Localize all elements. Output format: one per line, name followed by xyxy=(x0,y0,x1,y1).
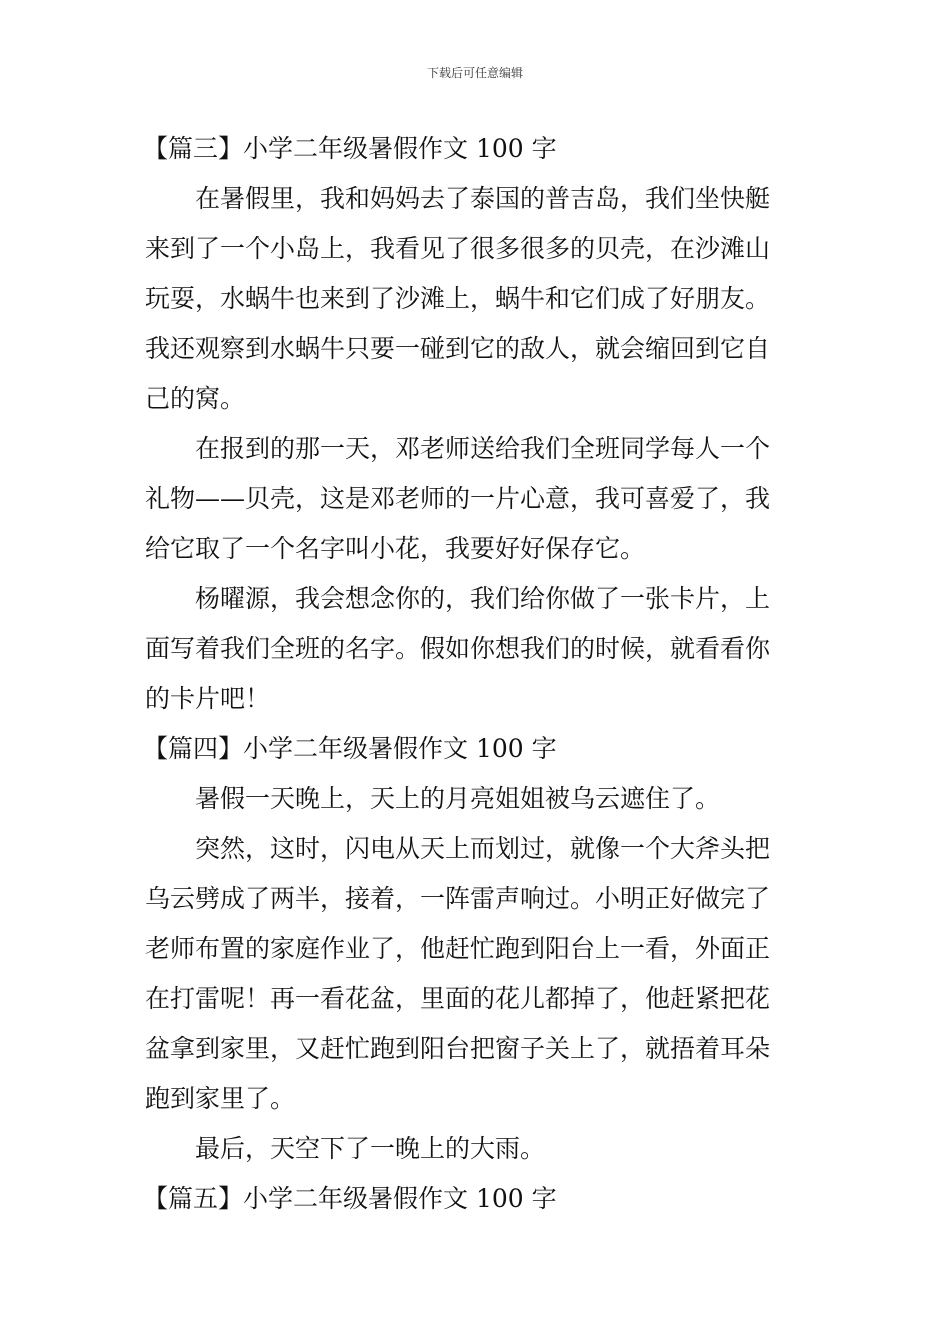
section-heading: 【篇五】小学二年级暑假作文 100 字 xyxy=(143,1184,557,1213)
paragraph-line: 突然，这时，闪电从天上而划过，就像一个大斧头把 xyxy=(195,834,771,863)
paragraph-line: 面写着我们全班的名字。假如你想我们的时候，就看看你 xyxy=(145,634,771,663)
paragraph-line: 在暑假里，我和妈妈去了泰国的普吉岛，我们坐快艇 xyxy=(195,184,771,213)
document-body xyxy=(145,124,810,1224)
paragraph-line: 盆拿到家里，又赶忙跑到阳台把窗子关上了，就捂着耳朵 xyxy=(145,1034,771,1063)
section-heading: 【篇三】小学二年级暑假作文 100 字 xyxy=(143,134,557,163)
paragraph-line: 的卡片吧！ xyxy=(145,684,271,713)
paragraph-line: 己的窝。 xyxy=(145,384,246,413)
paragraph-line: 跑到家里了。 xyxy=(145,1084,296,1113)
paragraph-line: 给它取了一个名字叫小花，我要好好保存它。 xyxy=(145,534,646,563)
paragraph-line: 乌云劈成了两半，接着，一阵雷声响过。小明正好做完了 xyxy=(145,884,771,913)
paragraph-line: 玩耍，水蜗牛也来到了沙滩上，蜗牛和它们成了好朋友。 xyxy=(145,284,771,313)
paragraph-line: 最后，天空下了一晚上的大雨。 xyxy=(195,1134,546,1163)
paragraph-line: 在打雷呢！再一看花盆，里面的花儿都掉了，他赶紧把花 xyxy=(145,984,771,1013)
paragraph-line: 杨曜源，我会想念你的，我们给你做了一张卡片，上 xyxy=(195,584,771,613)
section-heading: 【篇四】小学二年级暑假作文 100 字 xyxy=(143,734,557,763)
paragraph-line: 礼物——贝壳，这是邓老师的一片心意，我可喜爱了，我 xyxy=(145,484,771,513)
paragraph-line: 在报到的那一天，邓老师送给我们全班同学每人一个 xyxy=(195,434,771,463)
paragraph-line: 来到了一个小岛上，我看见了很多很多的贝壳，在沙滩山 xyxy=(145,234,771,263)
header-note: 下载后可任意编辑 xyxy=(426,66,523,80)
paragraph-line: 我还观察到水蜗牛只要一碰到它的敌人，就会缩回到它自 xyxy=(145,334,771,363)
paragraph-line: 暑假一天晚上，天上的月亮姐姐被乌云遮住了。 xyxy=(195,784,721,813)
paragraph-line: 老师布置的家庭作业了，他赶忙跑到阳台上一看，外面正 xyxy=(145,934,771,963)
